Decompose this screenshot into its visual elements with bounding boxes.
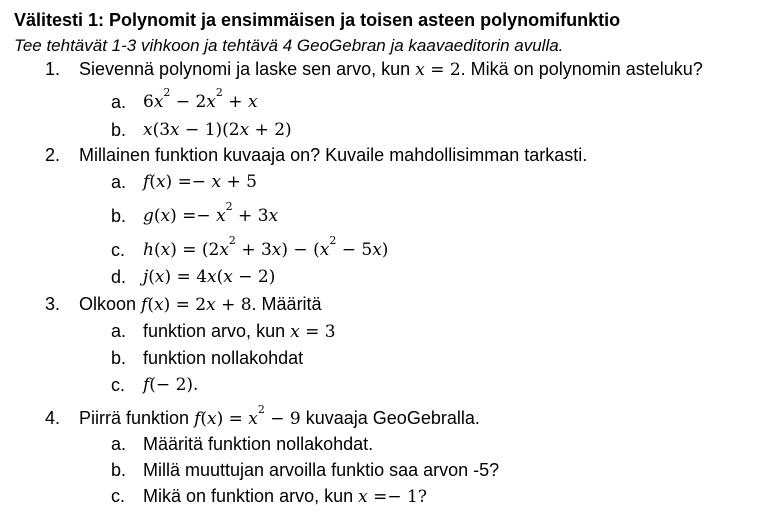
subtask-text: Määritä funktion nollakohdat. <box>143 434 374 454</box>
task-number: 4. <box>45 408 61 428</box>
task-4 <box>14 403 764 430</box>
task-number: 1. <box>45 59 61 79</box>
task-4c <box>14 486 764 508</box>
task-2c <box>14 234 764 262</box>
task-text: Sievennä polynomi ja laske sen arvo, kun x = 2. Mikä on polynomin asteluku? <box>79 59 703 80</box>
task-2a <box>14 172 764 194</box>
task-text: Millainen funktion kuvaaja on? Kuvaile mahdollisimman tarkasti. <box>79 145 588 165</box>
subtask-letter: b. <box>111 206 127 226</box>
task-3b <box>14 348 764 370</box>
instruction: Tee tehtävät 1-3 vihkoon ja tehtävä 4 GeoGebran ja kaavaeditorin avulla. <box>14 36 564 55</box>
subtask-letter: c. <box>111 486 126 506</box>
subtask-letter: a. <box>111 321 127 341</box>
subtask-letter: b. <box>111 120 127 140</box>
task-1 <box>14 59 764 81</box>
document <box>14 9 764 508</box>
subtask-text: funktion nollakohdat <box>143 348 304 368</box>
math-expression: f(− 2). <box>143 375 199 395</box>
task-text: Olkoon f(x) = 2x + 8. Määritä <box>79 294 322 315</box>
math-expression: $6x^2 - 2x^2 + x$ <box>143 86 258 112</box>
task-text: Piirrä funktion $f(x) = x^2 - 9$ kuvaaja GeoGebralla. <box>79 403 480 429</box>
task-3c <box>14 375 764 397</box>
math-expression: x(3x − 1)(2x + 2) <box>143 120 292 140</box>
task-4a <box>14 434 764 456</box>
math-expression: x = 3 <box>290 322 336 342</box>
subtask-letter: c. <box>111 375 126 395</box>
subtask-text: funktion arvo, kun x = 3 <box>143 321 336 342</box>
math-expression: x =− 1? <box>358 487 427 507</box>
task-number: 3. <box>45 294 61 314</box>
math-expression: $g(x) =- x^2 + 3x$ <box>143 200 279 226</box>
subtask-letter: a. <box>111 92 127 112</box>
subtask-text: Mikä on funktion arvo, kun x =− 1? <box>143 486 427 507</box>
math-expression: $h(x) = (2x^2 + 3x) - (x^2 - 5x)$ <box>143 234 389 260</box>
math-expression: x = 2 <box>415 60 461 80</box>
subtask-letter: a. <box>111 172 127 192</box>
task-2 <box>14 145 764 167</box>
task-number: 2. <box>45 145 61 165</box>
math-expression: $f(x) = x^2 - 9$ <box>194 403 301 429</box>
math-expression: j(x) = 4x(x − 2) <box>143 267 276 287</box>
subtask-letter: a. <box>111 434 127 454</box>
page-title: Välitesti 1: Polynomit ja ensimmäisen ja toisen asteen polynomifunktio <box>14 10 621 30</box>
task-3 <box>14 294 764 316</box>
task-2b <box>14 200 764 228</box>
subtask-letter: b. <box>111 460 127 480</box>
math-expression: f(x) =− x + 5 <box>143 172 257 192</box>
task-1b <box>14 120 764 142</box>
task-1a <box>14 86 764 114</box>
task-3a <box>14 321 764 343</box>
task-4b <box>14 460 764 482</box>
subtask-letter: c. <box>111 240 126 260</box>
subtask-letter: d. <box>111 267 127 287</box>
subtask-letter: b. <box>111 348 127 368</box>
math-expression: f(x) = 2x + 8 <box>141 295 252 315</box>
subtask-text: Millä muuttujan arvoilla funktio saa arvon -5? <box>143 460 500 480</box>
task-2d <box>14 267 764 289</box>
